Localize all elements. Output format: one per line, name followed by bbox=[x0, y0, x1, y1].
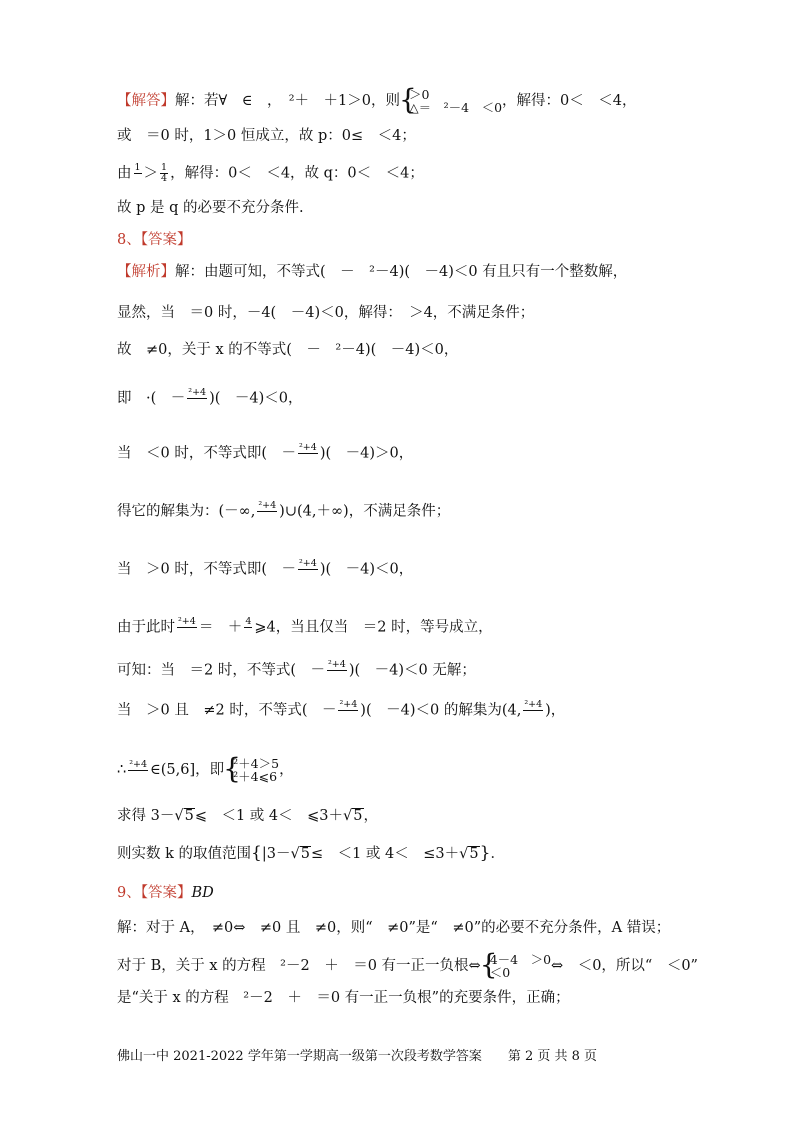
analysis-line-8: 由于此时 ²+4 ＝ ＋ 4 ⩾4，当且仅当 ＝2 时，等号成立， bbox=[117, 617, 734, 638]
analysis-line-7: 当 ＞0 时，不等式即( － ²+4 )( －4)＜0， bbox=[117, 559, 734, 580]
solution-line-4: 故 p 是 q 的必要不充分条件. bbox=[117, 200, 304, 216]
fraction: $\frac{1}{4}$ bbox=[161, 162, 168, 184]
analysis-line-11: ∴ ²+4 ∈(5,6]，即 { ²＋4＞5 ²＋4⩽6 ， bbox=[117, 757, 734, 783]
analysis-tag: 【解析】 bbox=[117, 264, 175, 280]
analysis-line-3: 故 ≠0，关于 x 的不等式( － ²－4)( －4)＜0， bbox=[117, 342, 459, 358]
question-9-heading: 9、【答案】BD bbox=[117, 885, 214, 901]
fraction: 4 bbox=[245, 616, 252, 627]
solution-line-2: 或 ＝0 时，1＞0 恒成立，故 p：0≤ ＜4； bbox=[117, 128, 416, 144]
fraction: ²+4 bbox=[339, 699, 358, 710]
fraction: ²+4 bbox=[299, 442, 317, 453]
answer-value: BD bbox=[191, 885, 214, 901]
line-text: 解：若∀ ∈ ， ²＋ ＋1＞0，则 bbox=[175, 93, 400, 109]
analysis-line-4: 即 ·( － ²+4 )( －4)＜0， bbox=[117, 388, 734, 409]
question-8-heading: 8、【答案】 bbox=[117, 232, 192, 248]
analysis-line-9: 可知：当 ＝2 时，不等式( － ²+4 )( －4)＜0 无解； bbox=[117, 660, 734, 681]
fraction: ²+4 bbox=[258, 500, 277, 511]
solution-line-1: 【解答】解：若∀ ∈ ， ²＋ ＋1＞0，则 { ＞0 △＝ ²－4 ＜0 ，解得：0＜ ＜4， bbox=[117, 88, 734, 114]
fraction: 1 bbox=[134, 162, 141, 173]
inequality-system: { ＞0 △＝ ²－4 ＜0 bbox=[400, 88, 502, 114]
solution-line-3: 由 1 ＞ $\frac{1}{4}$ ，解得：0＜ ＜4，故 q：0＜ ＜4； bbox=[117, 162, 424, 184]
inequality-system: { 4－4 ＞0 ＜0 bbox=[481, 953, 551, 979]
inequality-system: { ²＋4＞5 ²＋4⩽6 bbox=[224, 757, 279, 783]
q9-line-3: 是“关于 x 的方程 ²－2 ＋ ＝0 有一正一负根”的充要条件，正确； bbox=[117, 990, 570, 1006]
fraction: ²+4 bbox=[299, 558, 317, 569]
fraction: ²+4 bbox=[188, 387, 207, 398]
fraction: ²+4 bbox=[524, 699, 543, 710]
analysis-line-10: 当 ＞0 且 ≠2 时，不等式( － ²+4 )( －4)＜0 的解集为(4, ²+4 )， bbox=[117, 700, 734, 721]
fraction: ²+4 bbox=[178, 616, 196, 627]
analysis-line-5: 当 ＜0 时，不等式即( － ²+4 )( －4)＞0， bbox=[117, 443, 734, 464]
q9-line-2: 对于 B，关于 x 的方程 ²－2 ＋ ＝0 有一正一负根⇔ { 4－4 ＞0 ＜0 ⇔ ＜0，所以“ ＜0” bbox=[117, 953, 734, 979]
page-footer: 佛山一中 2021-2022 学年第一学期高一级第一次段考数学答案 第 2 页 共 8 页 bbox=[117, 1049, 598, 1064]
analysis-line-12: 求得 3－√5⩽ ＜1 或 4＜ ⩽3＋√5， bbox=[117, 808, 379, 824]
fraction: ²+4 bbox=[129, 758, 148, 770]
analysis-line-2: 显然，当 ＝0 时，－4( －4)＜0，解得： ＞4，不满足条件； bbox=[117, 305, 535, 321]
analysis-line-1: 【解析】解：由题可知，不等式( － ²－4)( －4)＜0 有且只有一个整数解， bbox=[117, 264, 628, 280]
analysis-line-6: 得它的解集为：(－∞, ²+4 )∪(4,＋∞)，不满足条件； bbox=[117, 501, 734, 522]
q9-line-1: 解：对于 A， ≠0⇔ ≠0 且 ≠0，则“ ≠0”是“ ≠0”的必要不充分条件，A 错误； bbox=[117, 920, 671, 936]
fraction: ²+4 bbox=[328, 659, 346, 670]
analysis-line-13: 则实数 k 的取值范围{|3－√5≤ ＜1 或 4＜ ≤3＋√5}． bbox=[117, 843, 505, 863]
answer-tag: 【解答】 bbox=[117, 93, 175, 109]
